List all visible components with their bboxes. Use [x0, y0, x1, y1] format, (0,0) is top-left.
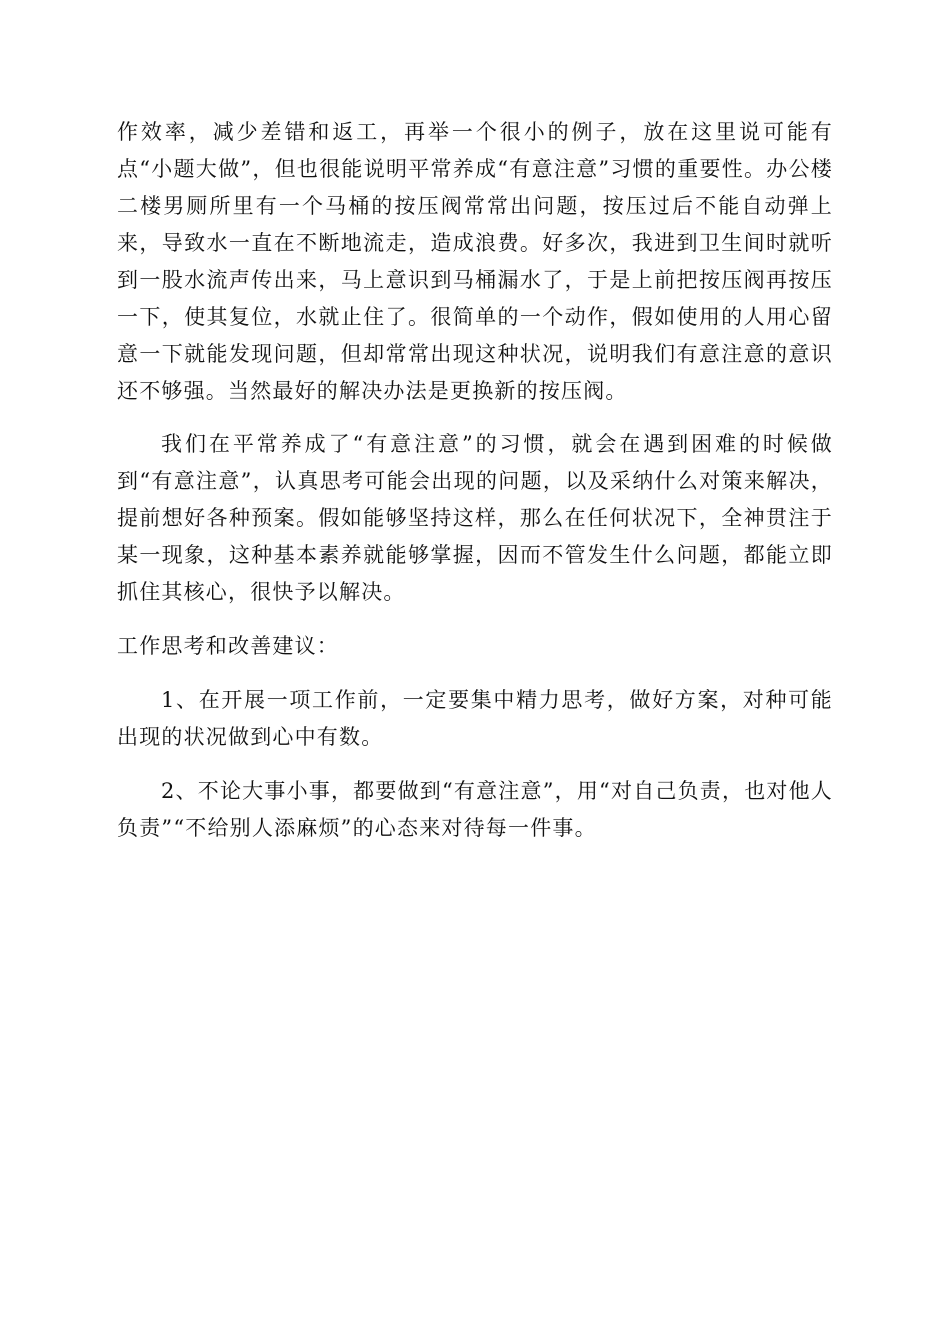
suggestion-item-2: 2、不论大事小事，都要做到“有意注意”，用“对自己负责，也对他人负责”“不给别人添麻烦”的心态来对待每一件事。 — [117, 779, 833, 840]
document-body — [117, 114, 833, 847]
suggestion-item-1: 1、在开展一项工作前，一定要集中精力思考，做好方案，对种可能出现的状况做到心中有数。 — [117, 688, 833, 749]
paragraph-continuation: 作效率，减少差错和返工，再举一个很小的例子，放在这里说可能有点“小题大做”，但也很能说明平常养成“有意注意”习惯的重要性。办公楼二楼男厕所里有一个马桶的按压阀常常出问题，按压过后不能自动弹上来，导致水一直在不断地流走，造成浪费。好多次，我进到卫生间时就听到一股水流声传出来，马上意识到马桶漏水了，于是上前把按压阀再按压一下，使其复位，水就止住了。很简单的一个动作，假如使用的人用心留意一下就能发现问题，但却常常出现这种状况，说明我们有意注意的意识还不够强。当然最好的解决办法是更换新的按压阀。 — [117, 120, 833, 403]
paragraph-intentional-attention: 我们在平常养成了“有意注意”的习惯，就会在遇到困难的时候做到“有意注意”，认真思考可能会出现的问题，以及采纳什么对策来解决，提前想好各种预案。假如能够坚持这样，那么在任何状况下，全神贯注于某一现象，这种基本素养就能够掌握，因而不管发生什么问题，都能立即抓住其核心，很快予以解决。 — [117, 432, 833, 604]
section-heading-suggestions: 工作思考和改善建议： — [117, 634, 339, 658]
